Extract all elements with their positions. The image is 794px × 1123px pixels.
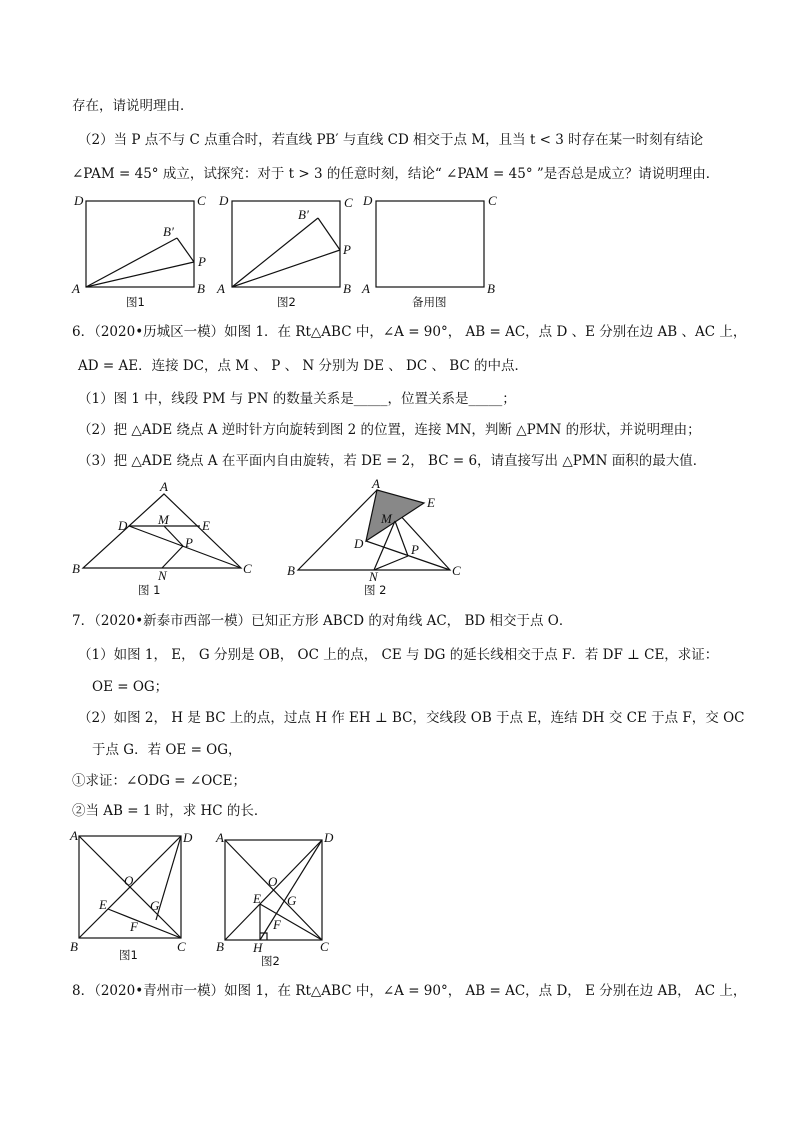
figure-square-2 <box>215 830 334 968</box>
label-d: D <box>118 518 128 533</box>
label-h: H <box>253 940 263 955</box>
label-g: G <box>150 898 160 913</box>
label-d: D <box>354 536 364 551</box>
label-b: B <box>72 561 80 576</box>
text-line-10: （1）如图 1， E， G 分别是 OB， OC 上的点， CE 与 DG 的延长线相交于点 F．若 DF ⊥ CE，求证： <box>78 647 719 663</box>
label-p: P <box>411 542 419 557</box>
figure-rect-spare <box>361 193 497 309</box>
label-e: E <box>427 495 435 510</box>
label-d: D <box>219 193 229 208</box>
label-c: C <box>320 939 329 954</box>
label-e: E <box>202 518 210 533</box>
text-line-13: 于点 G．若 OE = OG， <box>92 742 242 758</box>
label-c: C <box>452 563 461 578</box>
label-c: C <box>177 939 186 954</box>
label-e: E <box>253 891 261 906</box>
label-a: A <box>217 281 225 296</box>
label-b-prime: B′ <box>163 224 174 239</box>
text-line-16: 8．（2020•青州市一模）如图 1，在 Rt△ABC 中，∠A = 90°， AB = AC，点 D， E 分别在边 AB， AC 上， <box>72 983 747 999</box>
label-b: B <box>216 939 224 954</box>
text-line-2: （2）当 P 点不与 C 点重合时，若直线 PB′ 与直线 CD 相交于点 M，且当 t < 3 时存在某一时刻有结论 <box>78 132 704 148</box>
figure-square-1 <box>69 828 193 962</box>
label-c: C <box>488 193 497 208</box>
label-n: N <box>158 568 167 583</box>
text-line-4: 6．（2020•历城区一模）如图 1．在 Rt△ABC 中，∠A = 90°， AB = AC，点 D 、E 分别在边 AB 、AC 上， <box>72 324 747 340</box>
label-b: B <box>70 939 78 954</box>
label-d: D <box>363 193 373 208</box>
text-line-3: ∠PAM = 45° 成立，试探究：对于 t > 3 的任意时刻，结论“ ∠PAM = 45° ”是否总是成立？请说明理由． <box>72 166 720 182</box>
label-e: E <box>99 897 107 912</box>
caption-fig2: 图2 <box>261 954 280 968</box>
label-b: B <box>487 281 495 296</box>
text-line-11: OE = OG； <box>92 679 169 695</box>
label-f: F <box>273 917 281 932</box>
label-p: P <box>185 535 193 550</box>
label-c: C <box>243 561 252 576</box>
figure-rect-2 <box>216 193 353 309</box>
label-a: A <box>72 281 80 296</box>
label-d: D <box>324 830 334 845</box>
caption-fig1: 图 1 <box>138 583 161 597</box>
label-p: P <box>198 254 206 269</box>
figure-rect-1 <box>71 193 206 309</box>
label-o: O <box>124 873 134 888</box>
text-line-6: （1）图 1 中，线段 PM 与 PN 的数量关系是_____，位置关系是_____； <box>78 391 516 407</box>
label-d: D <box>74 193 84 208</box>
label-c: C <box>344 195 353 210</box>
label-c: C <box>197 193 206 208</box>
text-line-14: ①求证：∠ODG = ∠OCE； <box>72 773 246 789</box>
text-line-9: 7．（2020•新泰市西部一模）已知正方形 ABCD 的对角线 AC， BD 相交于点 O． <box>72 613 573 629</box>
text-line-8: （3）把 △ADE 绕点 A 在平面内自由旋转，若 DE = 2， BC = 6，请直接写出 △PMN 面积的最大值． <box>78 453 707 469</box>
label-n: N <box>369 569 378 584</box>
label-f: F <box>130 919 138 934</box>
label-b-prime: B′ <box>298 207 309 222</box>
caption-fig1: 图1 <box>119 948 138 962</box>
label-a: A <box>70 828 78 843</box>
label-a: A <box>160 479 168 494</box>
label-a: A <box>362 281 370 296</box>
label-b: B <box>287 563 295 578</box>
label-o: O <box>268 874 278 889</box>
label-d: D <box>183 830 193 845</box>
label-a: A <box>372 476 380 491</box>
label-p: P <box>343 242 351 257</box>
label-a: A <box>216 830 224 845</box>
text-line-7: （2）把 △ADE 绕点 A 逆时针方向旋转到图 2 的位置，连接 MN，判断 △PMN 的形状，并说明理由； <box>78 422 701 438</box>
label-g: G <box>287 893 297 908</box>
caption-fig2: 图 2 <box>364 583 387 597</box>
text-line-15: ②当 AB = 1 时，求 HC 的长． <box>72 803 268 819</box>
caption-spare: 备用图 <box>412 295 447 309</box>
caption-fig2: 图2 <box>277 295 296 309</box>
figure-triangle-2 <box>287 476 461 597</box>
caption-fig1: 图1 <box>126 295 145 309</box>
label-m: M <box>381 511 392 526</box>
text-line-5: AD = AE．连接 DC，点 M 、 P 、 N 分别为 DE 、 DC 、 BC 的中点． <box>78 358 529 374</box>
label-b: B <box>197 281 205 296</box>
label-b: B <box>343 281 351 296</box>
label-m: M <box>158 512 169 527</box>
figure-triangle-1 <box>72 479 252 597</box>
text-line-12: （2）如图 2， H 是 BC 上的点，过点 H 作 EH ⊥ BC，交线段 OB 于点 E，连结 DH 交 CE 于点 F，交 OC <box>78 710 745 726</box>
text-line-1: 存在，请说明理由． <box>72 98 194 114</box>
